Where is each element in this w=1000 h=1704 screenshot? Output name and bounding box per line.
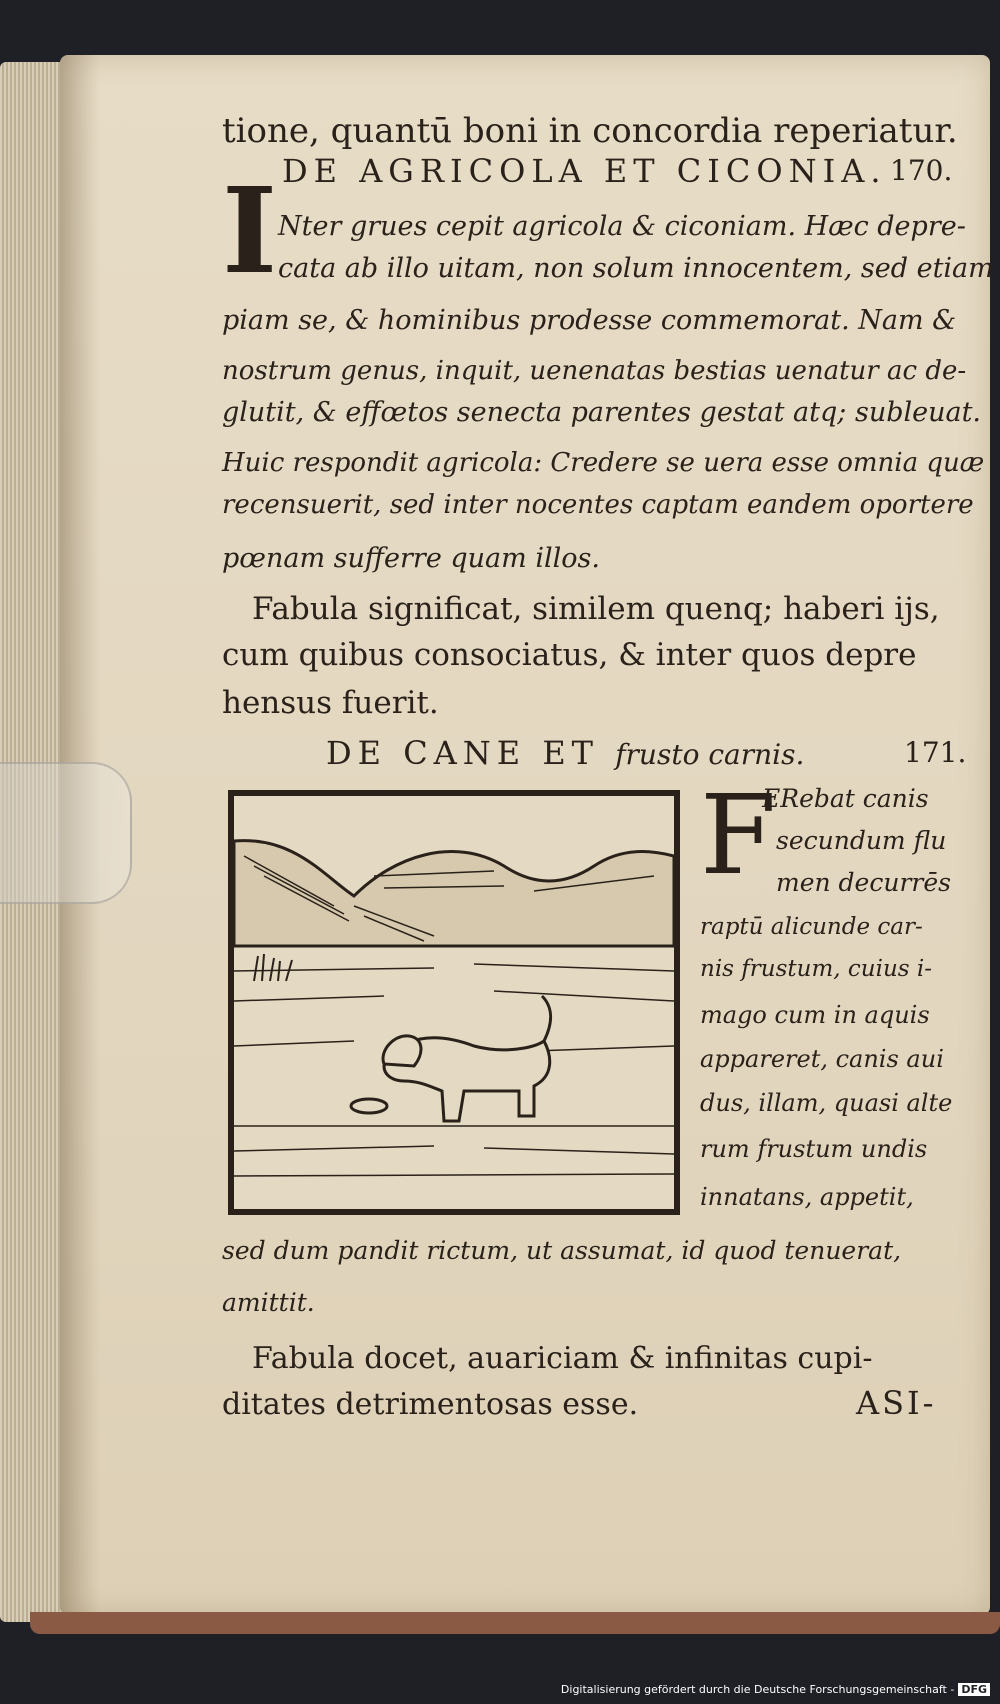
fable-170-line: Nter grues cepit agricola & ciconiam. Hæc depre- [278, 211, 966, 242]
fable-171-side-line: nis frustum, cuius i- [700, 956, 932, 982]
fable-171-side-line: appareret, canis aui [700, 1045, 944, 1073]
catchword: ASI- [856, 1384, 937, 1422]
fable-170-number: 170. [890, 154, 953, 187]
fable-171-side-line: raptū alicunde car- [700, 914, 923, 940]
fable-170-moral-line: Fabula significat, similem quenq; haberi ijs, [252, 591, 940, 627]
fable-170-line: piam se, & hominibus prodesse commemorat. Nam & [222, 305, 957, 336]
fable-170-title: DE AGRICOLA ET CICONIA. [282, 152, 887, 190]
digitization-credit [561, 1683, 990, 1696]
fable-171-side-line: innatans, appetit, [700, 1183, 914, 1211]
fable-171-number: 171. [904, 736, 967, 769]
header-line: tione, quantū boni in concordia reperiatur. [222, 111, 958, 151]
fable-170-moral-line: cum quibus consociatus, & inter quos depre [222, 637, 917, 673]
fable-170-line: nostrum genus, inquit, uenenatas bestias uenatur ac de- [222, 356, 967, 386]
fable-171-side-line: ERebat canis [762, 784, 929, 813]
page-clip [0, 762, 132, 904]
fable-171-side-line: dus, illam, quasi alte [700, 1089, 953, 1117]
fable-170-line: recensuerit, sed inter nocentes captam eandem oportere [222, 490, 974, 520]
dfg-logo: DFG [958, 1683, 990, 1696]
fable-171-side-line: men decurrēs [776, 868, 951, 897]
fable-171-moral-line: Fabula docet, auariciam & infinitas cupi- [252, 1341, 873, 1376]
fable-171-side-line: mago cum in aquis [700, 1001, 930, 1029]
fable-171-drop-cap: F [700, 771, 777, 899]
fable-170-line: Huic respondit agricola: Credere se uera esse omnia quæ [222, 448, 985, 478]
fable-171-side-line: secundum flu [776, 826, 947, 855]
woodcut-illustration [228, 790, 680, 1215]
fable-171-title-caps: DE CANE ET [326, 734, 600, 772]
fable-170-drop-cap: I [222, 161, 278, 300]
fable-171-bottom-line: amittit. [222, 1288, 315, 1317]
fable-171-title-italic: frusto carnis. [615, 738, 805, 771]
credit-text: Digitalisierung gefördert durch die Deutsche Forschungsgemeinschaft - [560, 1683, 955, 1696]
fable-170-line: glutit, & effœtos senecta parentes gestat atq; subleuat. [222, 397, 982, 428]
fable-170-moral-line: hensus fuerit. [222, 685, 439, 721]
fable-170-line: pœnam sufferre quam illos. [222, 543, 600, 574]
fable-171-moral-line: ditates detrimentosas esse. [222, 1387, 639, 1422]
fable-171-side-line: rum frustum undis [700, 1135, 928, 1163]
dog-woodcut-image [234, 796, 674, 1209]
fable-171-bottom-line: sed dum pandit rictum, ut assumat, id quod tenuerat, [222, 1236, 902, 1265]
fable-170-line: cata ab illo uitam, non solum innocentem, sed etiam [278, 253, 994, 284]
fable-171-title [326, 734, 804, 774]
